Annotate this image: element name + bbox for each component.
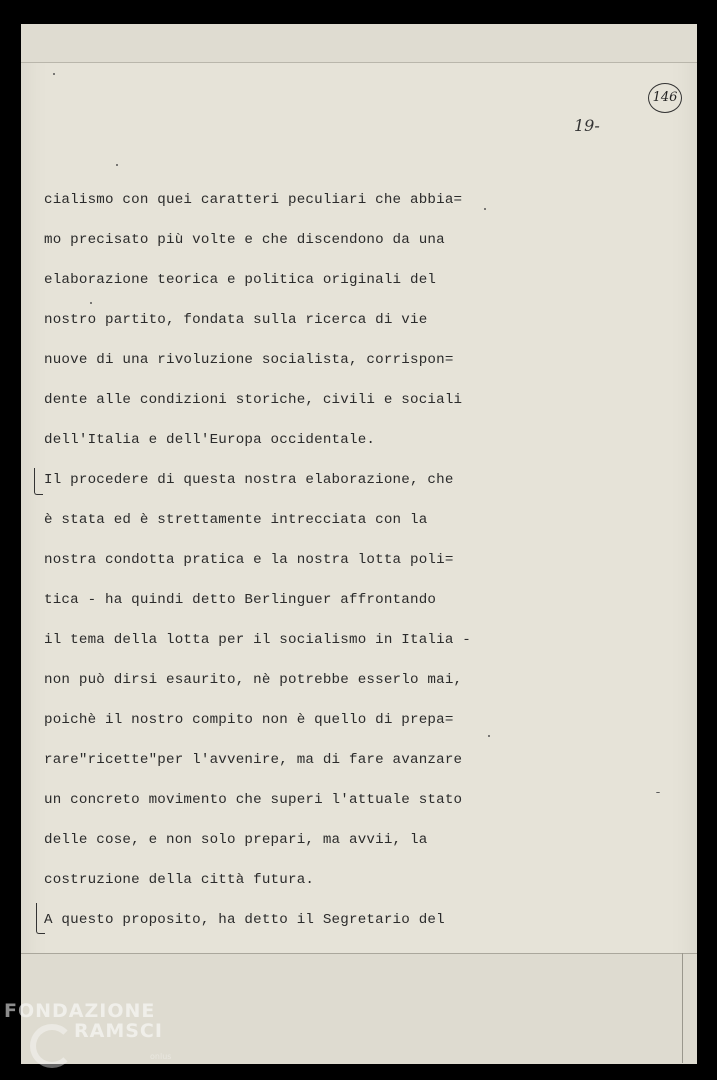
text-line: dell'Italia e dell'Europa occidentale. <box>44 432 376 448</box>
text-line: rare"ricette"per l'avvenire, ma di fare avanzare <box>44 752 463 768</box>
archive-page-stamp: 146 <box>648 83 682 113</box>
text-line: è stata ed è strettamente intrecciata con la <box>44 512 428 528</box>
watermark-small: onlus <box>150 1052 172 1061</box>
text-line: mo precisato più volte e che discendono da una <box>44 232 445 248</box>
text-line: il tema della lotta per il socialismo in Italia - <box>44 632 471 648</box>
fondazione-gramsci-watermark <box>4 1000 194 1075</box>
paper-speck <box>484 208 486 210</box>
text-line: nuove di una rivoluzione socialista, corrispon= <box>44 352 454 368</box>
paragraph-mark-icon <box>34 468 43 495</box>
text-line: un concreto movimento che superi l'attuale stato <box>44 792 463 808</box>
text-line: nostra condotta pratica e la nostra lotta poli= <box>44 552 454 568</box>
paper-speck <box>53 73 55 75</box>
page-number: 19- <box>574 116 600 135</box>
watermark-g-logo-icon <box>30 1024 74 1068</box>
sheet-top-fold <box>21 24 697 63</box>
text-line: Il procedere di questa nostra elaborazione, che <box>44 472 454 488</box>
typed-text-body <box>44 190 471 950</box>
text-line: nostro partito, fondata sulla ricerca di vie <box>44 312 428 328</box>
text-line: cialismo con quei caratteri peculiari che abbia= <box>44 192 463 208</box>
text-line: dente alle condizioni storiche, civili e sociali <box>44 392 463 408</box>
paper-speck <box>488 735 490 737</box>
text-line: tica - ha quindi detto Berlinguer affrontando <box>44 592 437 608</box>
text-line: A questo proposito, ha detto il Segretario del <box>44 912 445 928</box>
text-line: poichè il nostro compito non è quello di prepa= <box>44 712 454 728</box>
paper-speck <box>656 792 660 793</box>
text-line: costruzione della città futura. <box>44 872 315 888</box>
fold-edge <box>682 953 683 1063</box>
watermark-line2: RAMSCI <box>74 1020 163 1042</box>
text-line: elaborazione teorica e politica originali del <box>44 272 437 288</box>
text-line: delle cose, e non solo prepari, ma avvii, la <box>44 832 428 848</box>
paper-speck <box>116 164 118 166</box>
text-line: non può dirsi esaurito, nè potrebbe esserlo mai, <box>44 672 463 688</box>
watermark-line1: FONDAZIONE <box>4 1000 156 1022</box>
